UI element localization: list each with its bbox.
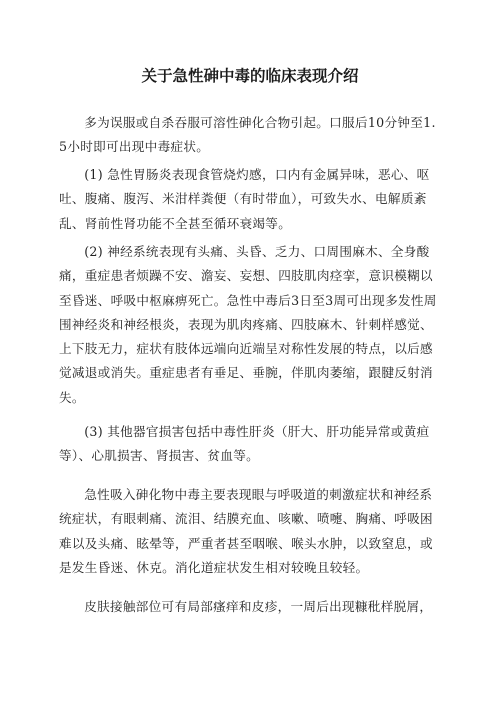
document-title: 关于急性砷中毒的临床表现介绍 [141, 67, 359, 85]
paragraph-skin-contact: 皮肤接触部位可有局部瘙痒和皮疹，一周后出现糠秕样脱屑， [84, 599, 433, 614]
paragraph-intro: 多为误服或自杀吞服可溶性砷化合物引起。口服后10分钟至1.5小时即可出现中毒症状。 [59, 115, 436, 155]
paragraph-nervous-system: (2) 神经系统表现有头痛、头昏、乏力、口周围麻木、全身酸痛，重症患者烦躁不安、澹妄、妄想、四肢肌肉痉挛，意识模糊以至昏迷、呼吸中枢麻痹死亡。急性中毒后3日至3周可出现多发性周围神经炎和神经根炎，表现为肌肉疼痛、四肢麻木、针刺样感觉、上下肢无力，症状有肢体远端向近端呈对称性发展的特点，以后感觉减退或消失。重症患者有垂足、垂腕，伴肌肉萎缩，跟腱反射消失。 [59, 244, 437, 405]
paragraph-gastrointestinal: (1) 急性胃肠炎表现食管烧灼感，口内有金属异味，恶心、呕吐、腹痛、腹泻、米泔样粪便（有时带血），可致失水、电解质紊乱、肾前性肾功能不全甚至循环衰竭等。 [59, 167, 430, 231]
paragraph-inhalation: 急性吸入砷化物中毒主要表现眼与呼吸道的刺激症状和神经系统症状，有眼刺痛、流泪、结膜充血、咳嗽、喷嚏、胸痛、呼吸困难以及头痛、眩晕等，严重者甚至咽喉、喉头水肿，以致窒息，或是发生昏迷、休克。消化道症状发生相对较晚且较轻。 [59, 487, 433, 575]
paragraph-other-organs: (3) 其他器官损害包括中毒性肝炎（肝大、肝功能异常或黄疸等）、心肌损害、肾损害、贫血等。 [59, 424, 430, 464]
